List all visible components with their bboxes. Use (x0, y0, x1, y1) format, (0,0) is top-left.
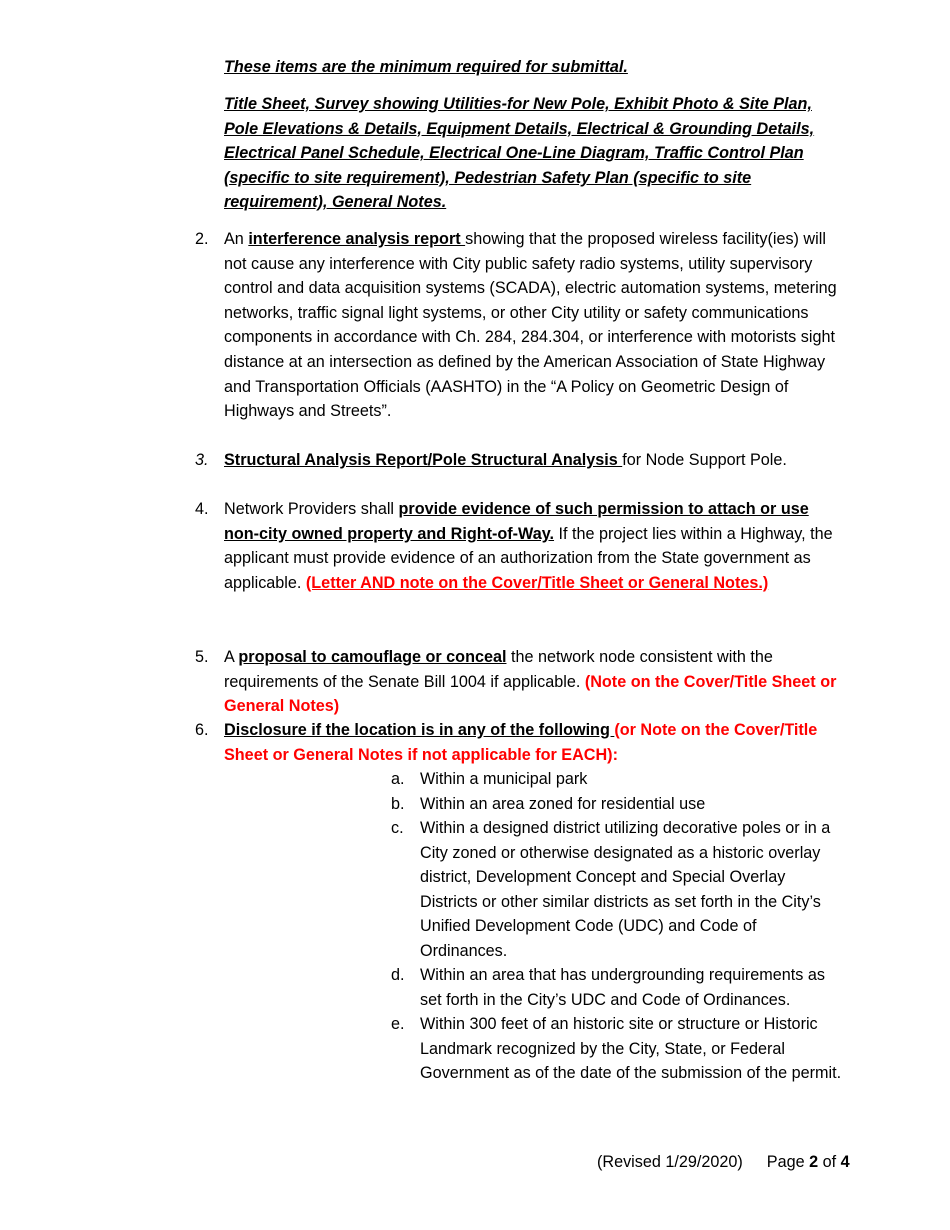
item-number-3: 3. (195, 451, 209, 469)
item-6-location-disclosure (224, 718, 844, 767)
item-2-interference-analysis (224, 227, 844, 424)
item-5-emphasis: proposal to camouflage or conceal (238, 648, 507, 666)
item-2-emphasis: interference analysis report (248, 230, 466, 248)
item-number-2: 2. (195, 230, 209, 248)
item-6-note: (or Note on the Cover/Title Sheet or General Notes if not applicable for EACH): (224, 721, 818, 764)
subitem-c: Within a designed district utilizing decorative poles or in a City zoned or otherwise designated as a historic overlay district, Development Concept and Special Overlay Districts or other similar districts as set forth in the City’s Unified Development Code (UDC) and Code of Ordinances. (420, 819, 831, 960)
subitem-letter-e: e. (391, 1015, 405, 1033)
item-3-emphasis: Structural Analysis Report/Pole Structural Analysis (224, 451, 623, 469)
item-5-text: the network node consistent with the requirements of the Senate Bill 1004 if applicable. (224, 648, 773, 691)
subitem-letter-c: c. (391, 819, 404, 837)
item-6-emphasis: Disclosure if the location is in any of the following (224, 721, 615, 739)
item-4-note: (Letter AND note on the Cover/Title Sheet or General Notes.) (305, 573, 769, 592)
revision-date: (Revised 1/29/2020) (597, 1153, 743, 1171)
item-4-lead: Network Providers shall (224, 500, 399, 518)
subitem-e: Within 300 feet of an historic site or structure or Historic Landmark recognized by the City, State, or Federal Government as of the date of the submission of the permit. (420, 1015, 842, 1083)
page-footer (597, 1150, 850, 1175)
item-number-5: 5. (195, 648, 209, 666)
item-number-6: 6. (195, 721, 209, 739)
item-3-structural-analysis (224, 448, 844, 473)
subitem-a: Within a municipal park (420, 770, 588, 788)
required-items-list: Title Sheet, Survey showing Utilities-for New Pole, Exhibit Photo & Site Plan, Pole Elevations & Details, Equipment Details, Electrical & Grounding Details, Electrical Panel Schedule, Electrical One-Line Diagram, Traffic Control Plan (specific to site requirement), Pedestrian Safety Plan (specific to site requirement), General Notes. (224, 95, 815, 212)
page-label: Page (766, 1153, 810, 1171)
item-4-permission-evidence (224, 497, 844, 595)
item-number-4: 4. (195, 500, 209, 518)
item-4-emphasis: provide evidence of such permission to attach or use non-city owned property and Right-of-Way. (224, 500, 809, 543)
page-total: 4 (840, 1153, 850, 1171)
item-3-text: for Node Support Pole. (622, 451, 787, 469)
subitem-d: Within an area that has undergrounding requirements as set forth in the City’s UDC and Code of Ordinances. (420, 966, 825, 1009)
item-4-text: If the project lies within a Highway, the applicant must provide evidence of an authorization from the State government as applicable. (224, 524, 833, 592)
page-current: 2 (809, 1153, 819, 1171)
item-5-lead: A (224, 648, 239, 666)
item-5-note: (Note on the Cover/Title Sheet or General Notes) (224, 672, 837, 716)
subitem-letter-b: b. (391, 795, 405, 813)
subitem-b: Within an area zoned for residential use (420, 795, 706, 813)
item-5-camouflage-proposal (224, 645, 844, 719)
minimum-required-heading: These items are the minimum required for submittal. (224, 58, 628, 76)
subitem-letter-a: a. (391, 770, 405, 788)
item-2-text: showing that the proposed wireless facility(ies) will not cause any interference with City public safety radio systems, utility supervisory control and data acquisition systems (SCADA), electric automation systems, metering networks, traffic signal light systems, or other City utility or safety communications components in accordance with Ch. 284, 284.304, or interference with motorists sight distance at an intersection as defined by the American Association of State Highway and Transportation Officials (AASHTO) in the “A Policy on Geometric Design of Highways and Streets”. (224, 230, 837, 421)
page-of-label: of (818, 1153, 841, 1171)
item-2-lead: An (224, 230, 249, 248)
subitem-letter-d: d. (391, 966, 405, 984)
